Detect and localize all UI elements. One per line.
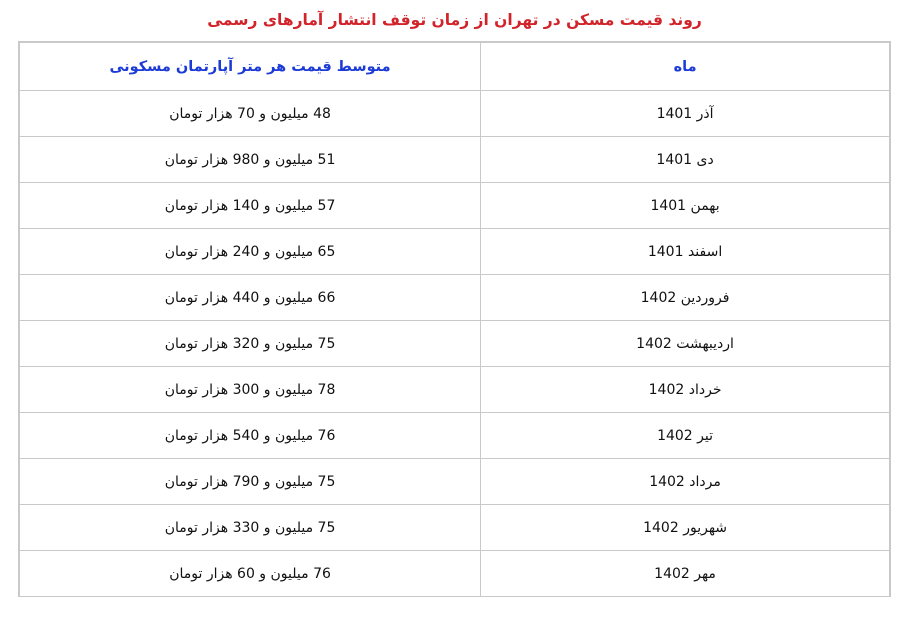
table-row: [20, 505, 890, 551]
column-header-price: متوسط قیمت هر متر آپارتمان مسکونی: [20, 43, 481, 91]
cell-price: 65 میلیون و 240 هزار تومان: [20, 229, 481, 275]
cell-price: 78 میلیون و 300 هزار تومان: [20, 367, 481, 413]
table-row: [20, 91, 890, 137]
table-row: [20, 459, 890, 505]
cell-month: بهمن 1401: [481, 183, 890, 229]
cell-month: دی 1401: [481, 137, 890, 183]
cell-price: 75 میلیون و 330 هزار تومان: [20, 505, 481, 551]
housing-price-table: [19, 42, 890, 597]
column-header-month: ماه: [481, 43, 890, 91]
table-header-row: [20, 43, 890, 91]
cell-month: تیر 1402: [481, 413, 890, 459]
housing-price-table-container: [18, 41, 891, 597]
page-title: روند قیمت مسکن در تهران از زمان توقف انتشار آمارهای رسمی: [207, 11, 702, 29]
cell-month: فروردین 1402: [481, 275, 890, 321]
cell-month: خرداد 1402: [481, 367, 890, 413]
table-row: [20, 229, 890, 275]
table-row: [20, 551, 890, 597]
cell-month: شهریور 1402: [481, 505, 890, 551]
cell-price: 48 میلیون و 70 هزار تومان: [20, 91, 481, 137]
table-body: [20, 91, 890, 597]
cell-month: اسفند 1401: [481, 229, 890, 275]
table-row: [20, 321, 890, 367]
cell-price: 76 میلیون و 60 هزار تومان: [20, 551, 481, 597]
table-row: [20, 183, 890, 229]
cell-price: 66 میلیون و 440 هزار تومان: [20, 275, 481, 321]
table-row: [20, 413, 890, 459]
table-row: [20, 275, 890, 321]
cell-month: مرداد 1402: [481, 459, 890, 505]
cell-price: 75 میلیون و 790 هزار تومان: [20, 459, 481, 505]
table-row: [20, 367, 890, 413]
cell-price: 76 میلیون و 540 هزار تومان: [20, 413, 481, 459]
table-row: [20, 137, 890, 183]
cell-price: 57 میلیون و 140 هزار تومان: [20, 183, 481, 229]
cell-month: اردیبهشت 1402: [481, 321, 890, 367]
cell-month: آذر 1401: [481, 91, 890, 137]
table-header: [20, 43, 890, 91]
cell-price: 51 میلیون و 980 هزار تومان: [20, 137, 481, 183]
cell-month: مهر 1402: [481, 551, 890, 597]
cell-price: 75 میلیون و 320 هزار تومان: [20, 321, 481, 367]
